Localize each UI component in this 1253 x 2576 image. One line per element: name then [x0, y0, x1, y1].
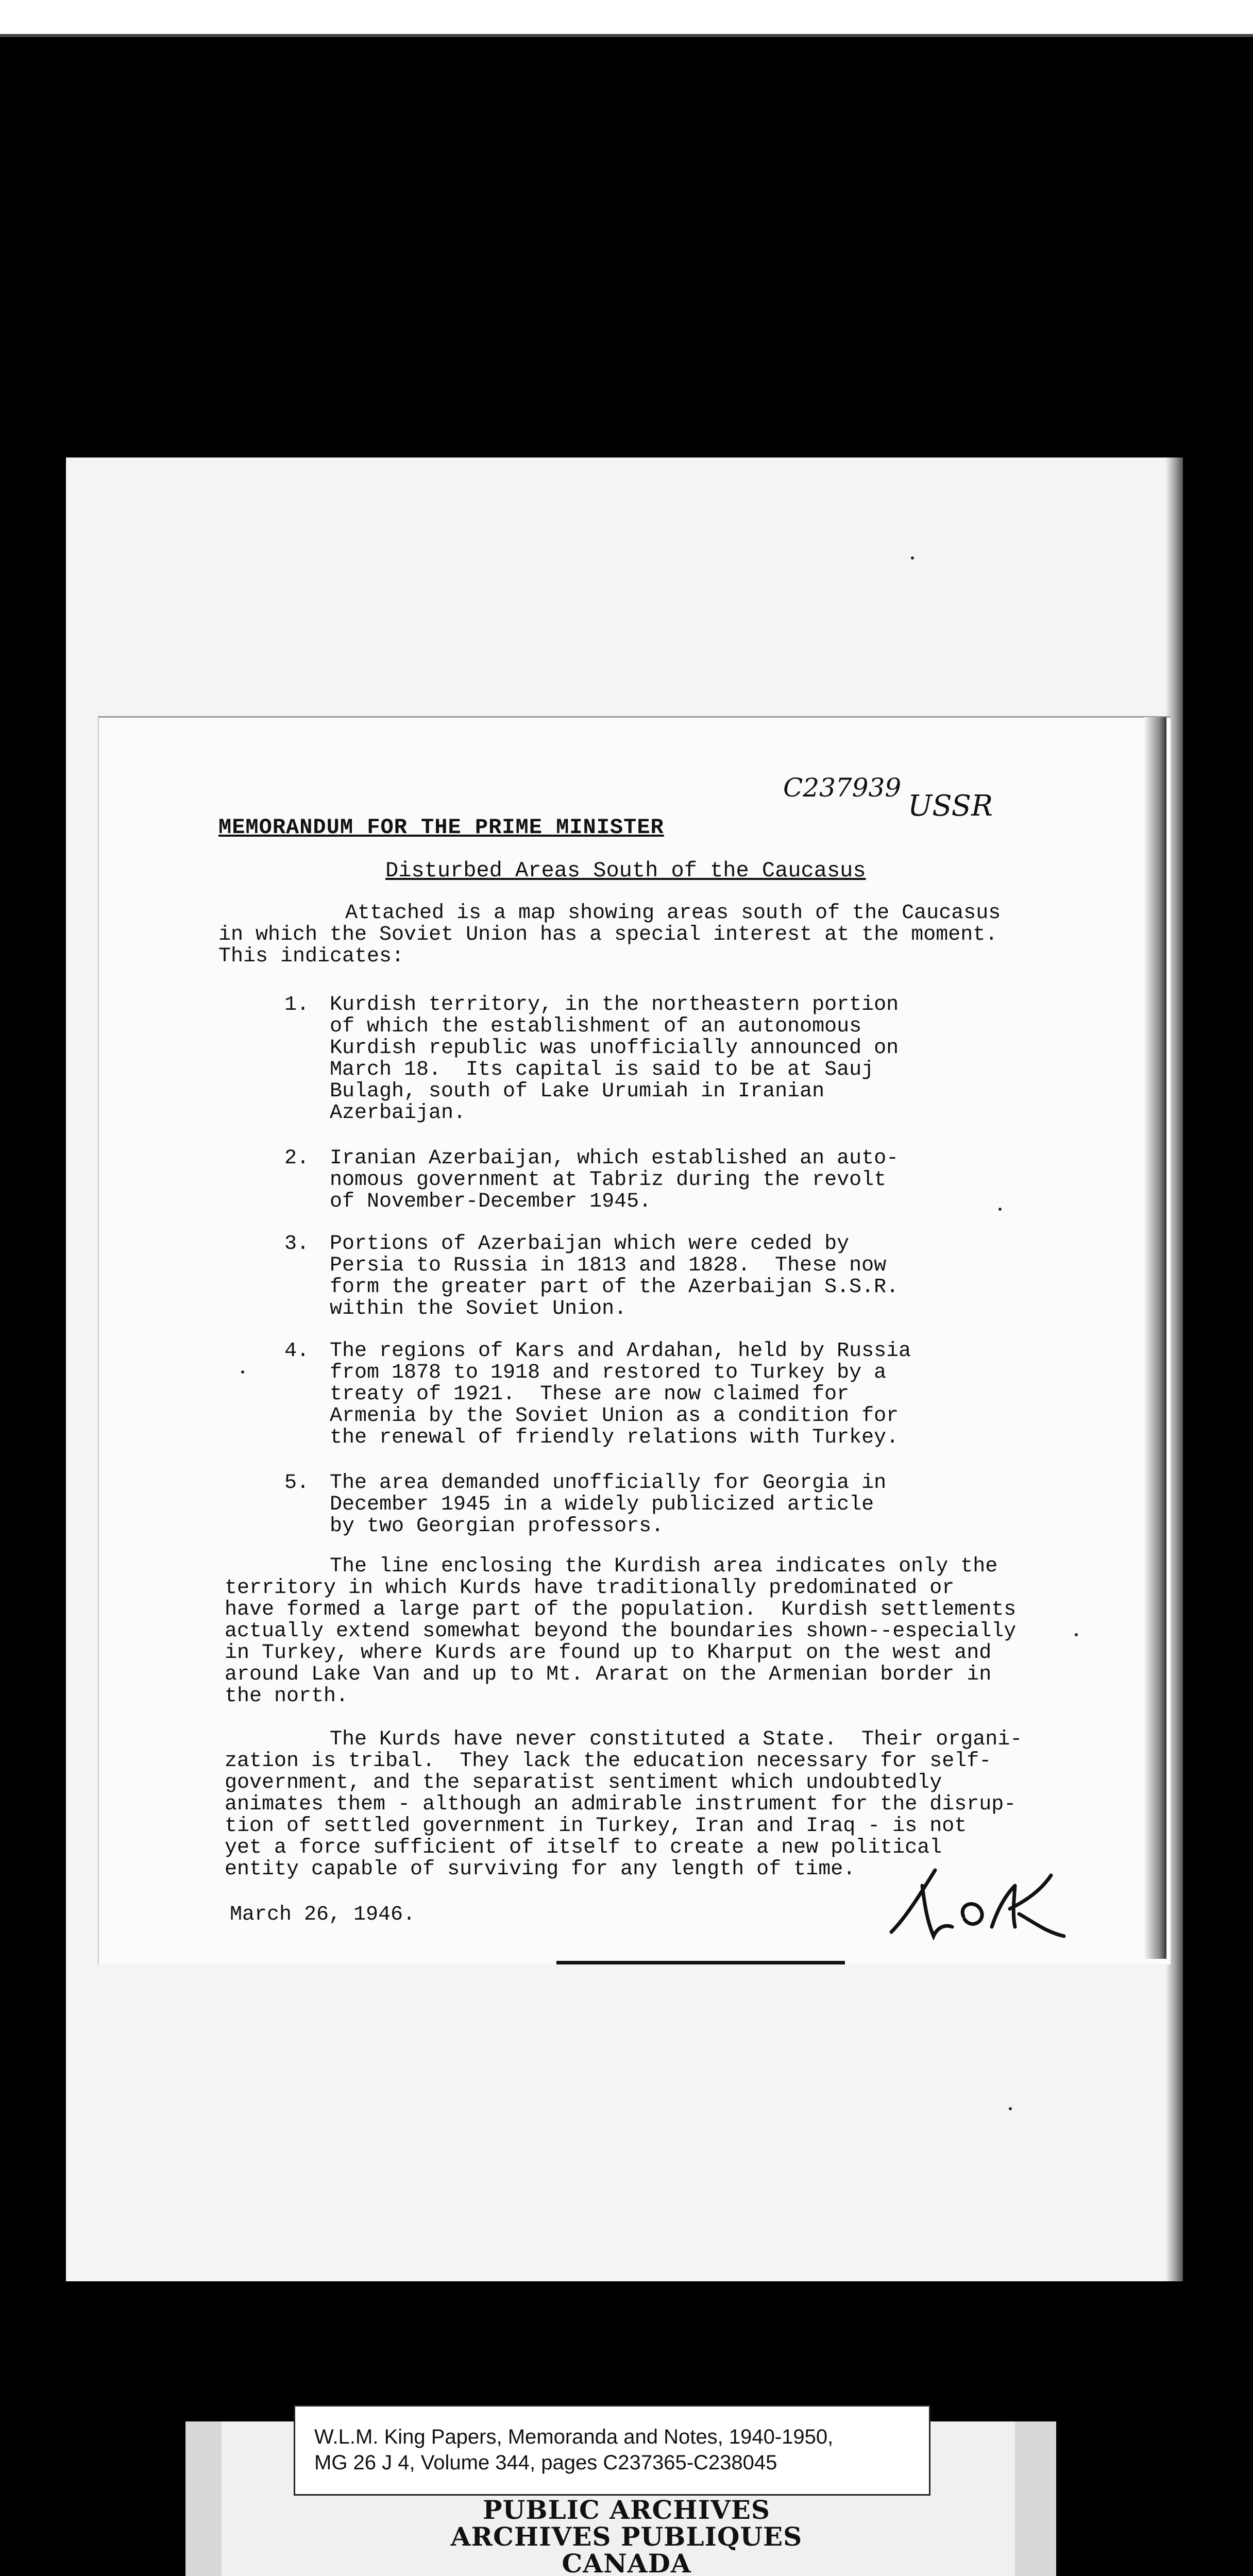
item-line: within the Soviet Union. — [330, 1297, 627, 1320]
speck-mark — [911, 556, 914, 560]
item-line: Persia to Russia in 1813 and 1828. These now — [330, 1254, 887, 1277]
item-line: Kurdish republic was unofficially announced on — [330, 1037, 899, 1060]
item-number: 4. — [284, 1340, 310, 1363]
paragraph-line: entity capable of surviving for any length of time. — [225, 1858, 856, 1881]
paragraph-line: The Kurds have never constituted a State. Their organi- — [330, 1728, 1023, 1751]
paragraph-line: animates them - although an admirable instrument for the disrup- — [225, 1793, 1017, 1816]
handwritten-signature — [886, 1855, 1092, 1942]
archive-citation-line: W.L.M. King Papers, Memoranda and Notes, 1940-1950, — [314, 2426, 834, 2448]
paragraph-line: territory in which Kurds have traditionally predominated or — [225, 1577, 955, 1600]
memo-page-edge-shadow — [1144, 717, 1166, 1959]
speck-mark — [1009, 2107, 1012, 2110]
memo-heading: MEMORANDUM FOR THE PRIME MINISTER — [218, 815, 664, 840]
speck-mark — [998, 1208, 1002, 1211]
memo-date: March 26, 1946. — [230, 1903, 416, 1926]
item-line: The area demanded unofficially for Georgia in — [330, 1471, 887, 1495]
paragraph-line: around Lake Van and up to Mt. Ararat on the Armenian border in — [225, 1663, 992, 1686]
item-line: March 18. Its capital is said to be at Sauj — [330, 1058, 874, 1081]
item-line: Azerbaijan. — [330, 1101, 466, 1125]
reference-number: C237939 — [783, 773, 902, 803]
archive-stamp-line: ARCHIVES PUBLIQUES — [450, 2521, 803, 2552]
reference-note: USSR — [908, 789, 993, 823]
film-top-border — [0, 34, 1253, 37]
speck-mark — [241, 1370, 244, 1374]
paragraph-line: tion of settled government in Turkey, Iran and Iraq - is not — [225, 1815, 967, 1838]
archive-stamp-line: PUBLIC ARCHIVES — [483, 2495, 770, 2525]
item-number: 5. — [284, 1471, 310, 1495]
item-line: from 1878 to 1918 and restored to Turkey by a — [330, 1361, 887, 1384]
paragraph-line: government, and the separatist sentiment which undoubtedly — [225, 1771, 942, 1794]
item-line: The regions of Kars and Ardahan, held by Russia — [330, 1340, 911, 1363]
memo-bottom-edge — [556, 1961, 845, 1964]
intro-line: Attached is a map showing areas south of the Caucasus — [345, 902, 1001, 925]
item-line: Portions of Azerbaijan which were ceded by — [330, 1232, 850, 1256]
item-line: of November-December 1945. — [330, 1190, 652, 1213]
item-line: the renewal of friendly relations with Turkey. — [330, 1426, 899, 1449]
item-number: 1. — [284, 993, 310, 1016]
paragraph-line: in Turkey, where Kurds are found up to Kharput on the west and — [225, 1641, 992, 1665]
paragraph-line: the north. — [225, 1685, 349, 1708]
item-line: December 1945 in a widely publicized article — [330, 1493, 874, 1516]
intro-line: This indicates: — [218, 945, 404, 968]
item-line: treaty of 1921. These are now claimed for — [330, 1383, 850, 1406]
archive-citation-line: MG 26 J 4, Volume 344, pages C237365-C238045 — [314, 2451, 777, 2474]
archive-stamp-line: CANADA — [562, 2548, 691, 2576]
item-line: nomous government at Tabriz during the revolt — [330, 1168, 887, 1192]
paragraph-line: actually extend somewhat beyond the boundaries shown--especially — [225, 1620, 1017, 1643]
speck-mark — [1075, 1633, 1078, 1636]
memo-subject: Disturbed Areas South of the Caucasus — [385, 858, 866, 883]
paragraph-line: The line enclosing the Kurdish area indicates only the — [330, 1555, 998, 1578]
item-line: of which the establishment of an autonomous — [330, 1015, 862, 1038]
paragraph-line: zation is tribal. They lack the education necessary for self- — [225, 1750, 992, 1773]
item-line: Kurdish territory, in the northeastern portion — [330, 993, 899, 1016]
intro-line: in which the Soviet Union has a special interest at the moment. — [218, 923, 998, 946]
item-line: form the greater part of the Azerbaijan S.S.R. — [330, 1276, 899, 1299]
item-line: Iranian Azerbaijan, which established an auto- — [330, 1147, 899, 1170]
item-line: by two Georgian professors. — [330, 1515, 664, 1538]
paragraph-line: yet a force sufficient of itself to create a new political — [225, 1836, 942, 1859]
paragraph-line: have formed a large part of the population. Kurdish settlements — [225, 1598, 1017, 1621]
item-number: 3. — [284, 1232, 310, 1256]
film-top-strip — [0, 0, 1253, 36]
item-line: Bulagh, south of Lake Urumiah in Iranian — [330, 1080, 825, 1103]
item-number: 2. — [284, 1147, 310, 1170]
item-line: Armenia by the Soviet Union as a condition for — [330, 1404, 899, 1428]
archive-citation-card — [294, 2405, 930, 2496]
